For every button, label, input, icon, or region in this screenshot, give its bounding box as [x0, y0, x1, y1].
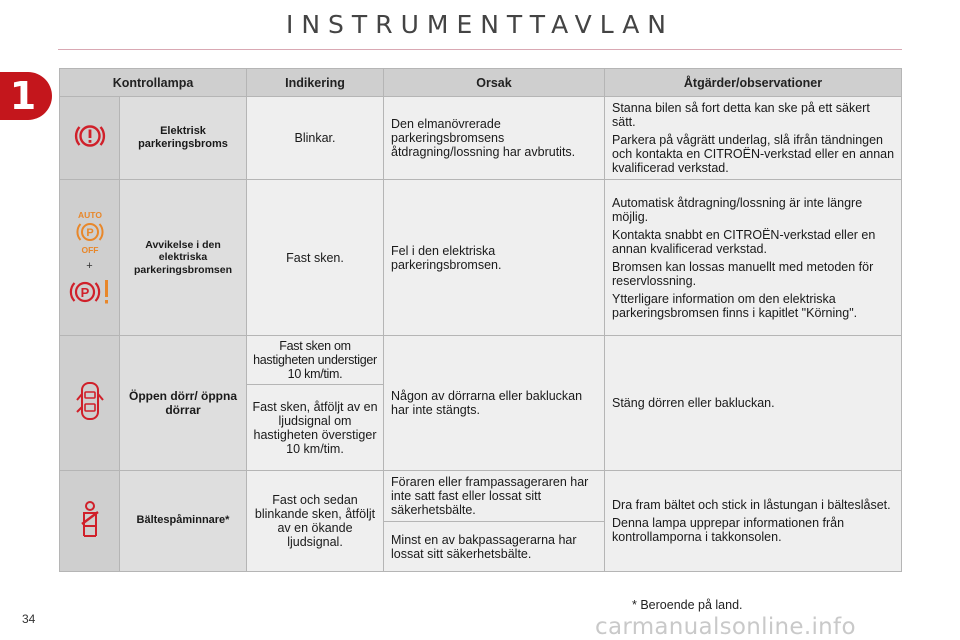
column-header-indication: Indikering: [247, 69, 384, 97]
lamp-name: Öppen dörr/ öppna dörrar: [120, 336, 247, 471]
off-label: OFF: [81, 244, 98, 255]
indication-text: Fast sken.: [247, 180, 384, 336]
column-header-cause: Orsak: [384, 69, 605, 97]
cause-text: Minst en av bakpassagerarna har lossat sitt säkerhetsbälte.: [384, 522, 605, 572]
watermark: carmanualsonline.info: [595, 614, 856, 640]
indication-text: Fast och sedan blinkande sken, åtföljt av en ökande ljudsignal.: [247, 471, 384, 572]
footnote: * Beroende på land.: [632, 598, 743, 612]
action-text: Bromsen kan lossas manuellt med metoden för reservlossning.: [612, 259, 874, 288]
brake-exclamation-icon: [73, 121, 107, 151]
table-row: [60, 336, 902, 385]
lamp-name: Avvikelse i den elektriska parkeringsbromsen: [120, 180, 247, 336]
table-row: [60, 180, 902, 336]
indication-text: Fast sken om hastigheten understiger 10 km/tim.: [247, 336, 384, 385]
lamp-name: Bältespåminnare*: [120, 471, 247, 572]
table-header-row: [60, 69, 902, 97]
action-text: Kontakta snabbt en CITROËN-verkstad eller en annan kvalificerad verkstad.: [612, 227, 876, 256]
lamp-name: Elektrisk parkeringsbroms: [120, 97, 247, 180]
warning-lamp-table: [59, 68, 902, 572]
auto-label: AUTO: [77, 209, 102, 220]
parking-brake-auto-off-icon: [70, 209, 110, 255]
action-text: Ytterligare information om den elektriska parkeringsbromsen finns i kapitlet "Körning".: [612, 291, 858, 320]
column-header-lamp: Kontrollampa: [60, 69, 247, 97]
indication-text: Blinkar.: [247, 97, 384, 180]
cause-text: Fel i den elektriska parkeringsbromsen.: [384, 180, 605, 336]
table-row: [60, 97, 902, 180]
title-divider: [58, 49, 902, 50]
cause-text: Föraren eller frampassageraren har inte satt fast eller lossat sitt säkerhetsbälte.: [384, 471, 605, 522]
action-text: Stanna bilen så fort detta kan ske på ett säkert sätt.: [612, 101, 870, 129]
open-door-icon: [75, 380, 105, 422]
action-text: Parkera på vågrätt underlag, slå ifrån tändningen och kontakta en CITROËN-verkstad eller en annan kvalificerad verkstad.: [612, 133, 895, 175]
svg-text:P: P: [80, 284, 89, 300]
indication-text: Fast sken, åtföljt av en ljudsignal om hastigheten överstiger 10 km/tim.: [247, 385, 384, 471]
action-text: Automatisk åtdragning/lossning är inte längre möjlig.: [612, 195, 863, 224]
parking-brake-fault-icon: [65, 277, 115, 307]
cause-text: Någon av dörrarna eller bakluckan har inte stängts.: [384, 336, 605, 471]
table-row: [60, 471, 902, 522]
svg-text:P: P: [85, 226, 94, 239]
page-title: INSTRUMENTTAVLAN: [285, 10, 675, 39]
page-number: 34: [22, 612, 36, 626]
action-text: Dra fram bältet och stick in låstungan i bälteslåset.: [612, 498, 891, 512]
seatbelt-reminder-icon: [76, 500, 104, 538]
chapter-tab: 1: [0, 72, 52, 120]
cause-text: Den elmanövrerade parkeringsbromsens åtdragning/lossning har avbrutits.: [384, 97, 605, 180]
column-header-actions: Åtgärder/observationer: [605, 69, 902, 97]
action-text: Denna lampa upprepar informationen från kontrollamporna i takkonsolen.: [612, 516, 845, 544]
plus-sign: +: [86, 259, 93, 272]
action-text: Stäng dörren eller bakluckan.: [605, 336, 902, 471]
